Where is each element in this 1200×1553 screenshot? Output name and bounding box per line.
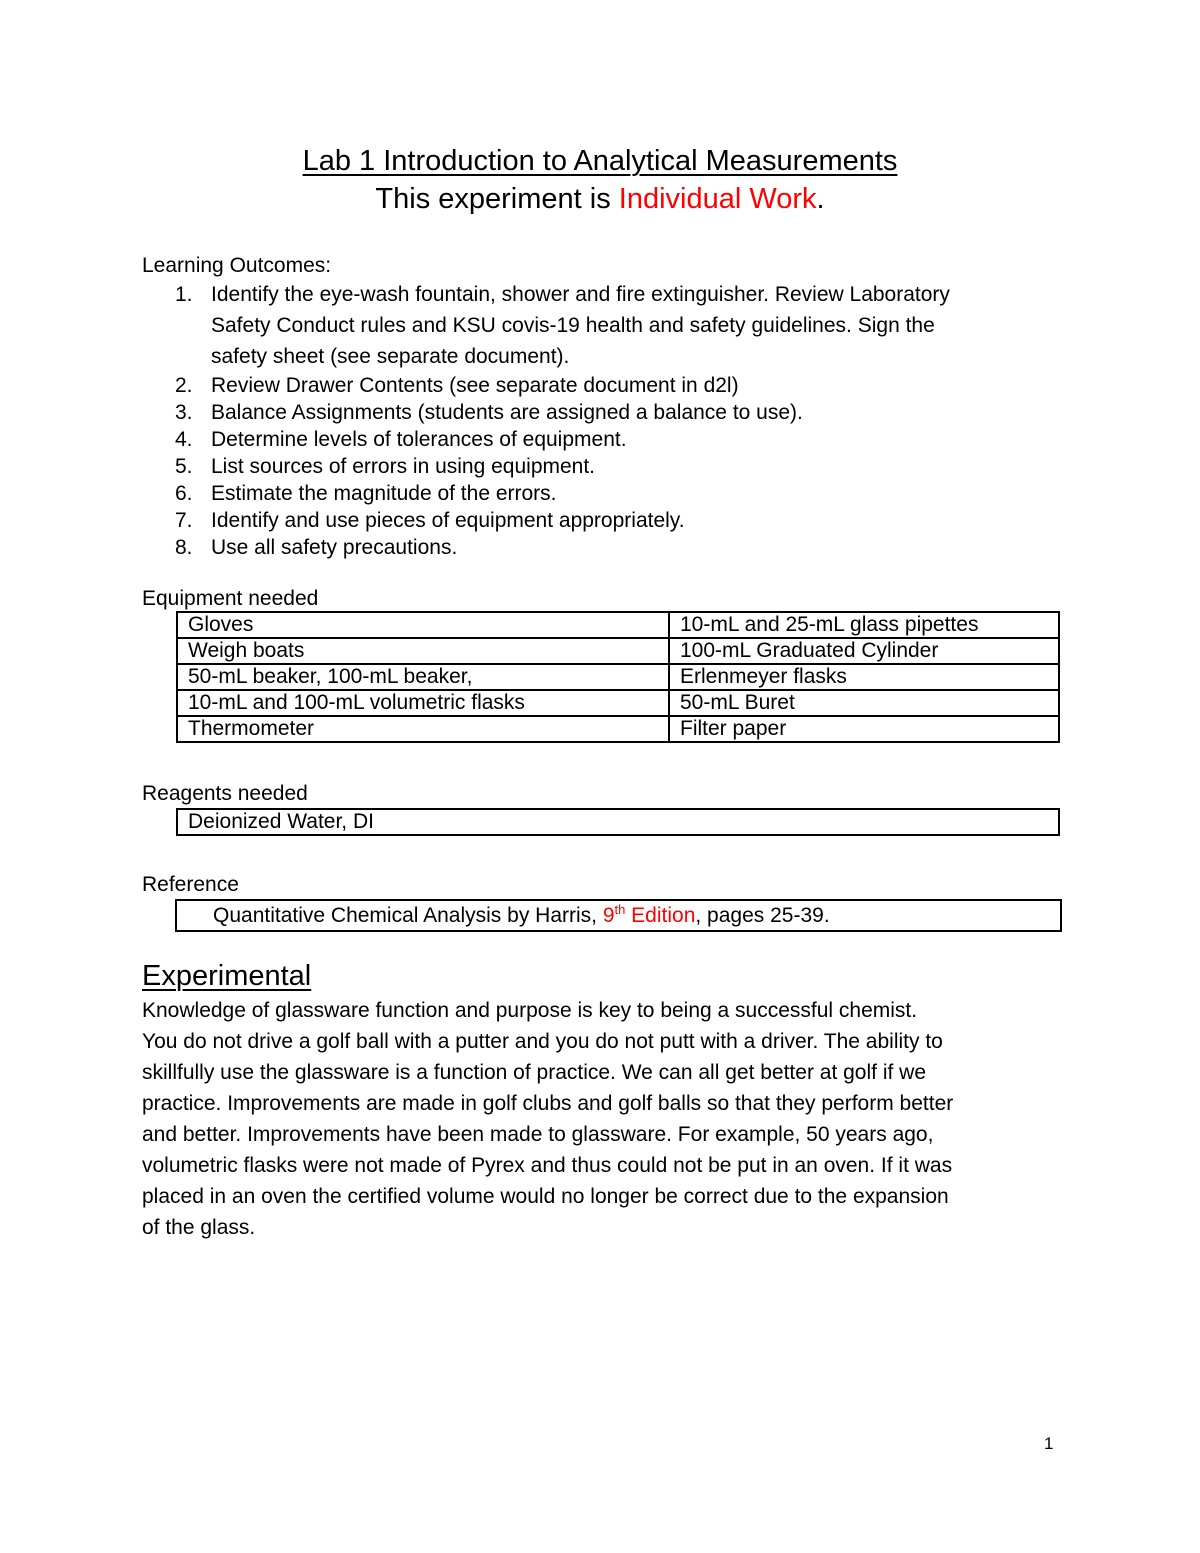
outcome-number: 6. (175, 482, 193, 505)
reference-box (175, 899, 1062, 932)
table-cell: 100-mL Graduated Cylinder (669, 638, 1059, 664)
table-row (177, 638, 1059, 664)
subtitle-suffix: . (816, 183, 825, 215)
paragraph-line: You do not drive a golf ball with a putter and you do not putt with a driver. The ability to (142, 1030, 943, 1053)
reagents-label: Reagents needed (142, 782, 308, 805)
outcome-item (142, 279, 1062, 372)
subtitle-prefix: This experiment is (375, 183, 619, 215)
table-cell: 10-mL and 100-mL volumetric flasks (177, 690, 669, 716)
page-subtitle (0, 181, 1200, 217)
outcome-number: 3. (175, 401, 193, 424)
equipment-table (176, 611, 1060, 743)
outcome-text: Balance Assignments (students are assigned a balance to use). (211, 401, 803, 424)
experimental-paragraph (142, 995, 1072, 1243)
outcome-text-line: Identify the eye-wash fountain, shower and fire extinguisher. Review Laboratory (211, 283, 950, 306)
table-row (177, 612, 1059, 638)
outcome-item (142, 453, 1062, 480)
outcome-text: Estimate the magnitude of the errors. (211, 482, 557, 505)
outcome-number: 7. (175, 509, 193, 532)
learning-outcomes-label: Learning Outcomes: (142, 254, 332, 277)
paragraph-line: practice. Improvements are made in golf clubs and golf balls so that they perform better (142, 1092, 954, 1115)
outcome-number: 5. (175, 455, 193, 478)
paragraph-line: and better. Improvements have been made to glassware. For example, 50 years ago, (142, 1123, 934, 1146)
reference-prefix: Quantitative Chemical Analysis by Harris, (213, 904, 603, 927)
reference-edition-superscript: th (614, 902, 626, 917)
outcome-text: Use all safety precautions. (211, 536, 458, 559)
outcome-item (142, 372, 1062, 399)
reference-edition-number: 9 (602, 904, 615, 927)
outcome-text: Identify and use pieces of equipment appropriately. (211, 509, 685, 532)
outcome-item (142, 507, 1062, 534)
equipment-label: Equipment needed (142, 587, 319, 610)
paragraph-line: Knowledge of glassware function and purpose is key to being a successful chemist. (142, 999, 918, 1022)
outcome-number: 2. (175, 374, 193, 397)
outcome-item (142, 399, 1062, 426)
page-title: Lab 1 Introduction to Analytical Measurements (302, 145, 898, 177)
table-row (177, 690, 1059, 716)
experimental-heading: Experimental (142, 960, 312, 992)
table-cell: 50-mL beaker, 100-mL beaker, (177, 664, 669, 690)
reagents-value: Deionized Water, DI (188, 810, 374, 833)
paragraph-line: volumetric flasks were not made of Pyrex and thus could not be put in an oven. If it was (142, 1154, 953, 1177)
table-cell: Filter paper (669, 716, 1059, 742)
outcome-text: List sources of errors in using equipment. (211, 455, 596, 478)
table-cell: Thermometer (177, 716, 669, 742)
outcome-item (142, 480, 1062, 507)
outcome-text: Determine levels of tolerances of equipment. (211, 428, 627, 451)
reference-edition-word: Edition (625, 904, 696, 927)
paragraph-line: placed in an oven the certified volume would no longer be correct due to the expansion (142, 1185, 949, 1208)
outcome-text-line: safety sheet (see separate document). (211, 345, 570, 368)
outcome-number: 8. (175, 536, 193, 559)
page-number: 1 (1044, 1434, 1054, 1453)
table-row (177, 664, 1059, 690)
outcome-number: 1. (175, 283, 193, 306)
reference-label: Reference (142, 873, 239, 896)
reference-suffix: , pages 25-39. (695, 904, 830, 927)
table-cell: Erlenmeyer flasks (669, 664, 1059, 690)
table-cell: 10-mL and 25-mL glass pipettes (669, 612, 1059, 638)
outcome-text: Review Drawer Contents (see separate document in d2l) (211, 374, 739, 397)
paragraph-line: of the glass. (142, 1216, 256, 1239)
paragraph-line: skillfully use the glassware is a function of practice. We can all get better at golf if we (142, 1061, 926, 1084)
table-row (177, 716, 1059, 742)
table-cell: Gloves (177, 612, 669, 638)
outcome-item (142, 534, 1062, 561)
table-cell: Weigh boats (177, 638, 669, 664)
subtitle-highlight: Individual Work (618, 183, 817, 215)
outcome-number: 4. (175, 428, 193, 451)
table-cell: 50-mL Buret (669, 690, 1059, 716)
outcome-text-line: Safety Conduct rules and KSU covis-19 health and safety guidelines. Sign the (211, 314, 935, 337)
learning-outcomes-list (142, 279, 1062, 561)
outcome-item (142, 426, 1062, 453)
reagents-box (176, 808, 1060, 836)
